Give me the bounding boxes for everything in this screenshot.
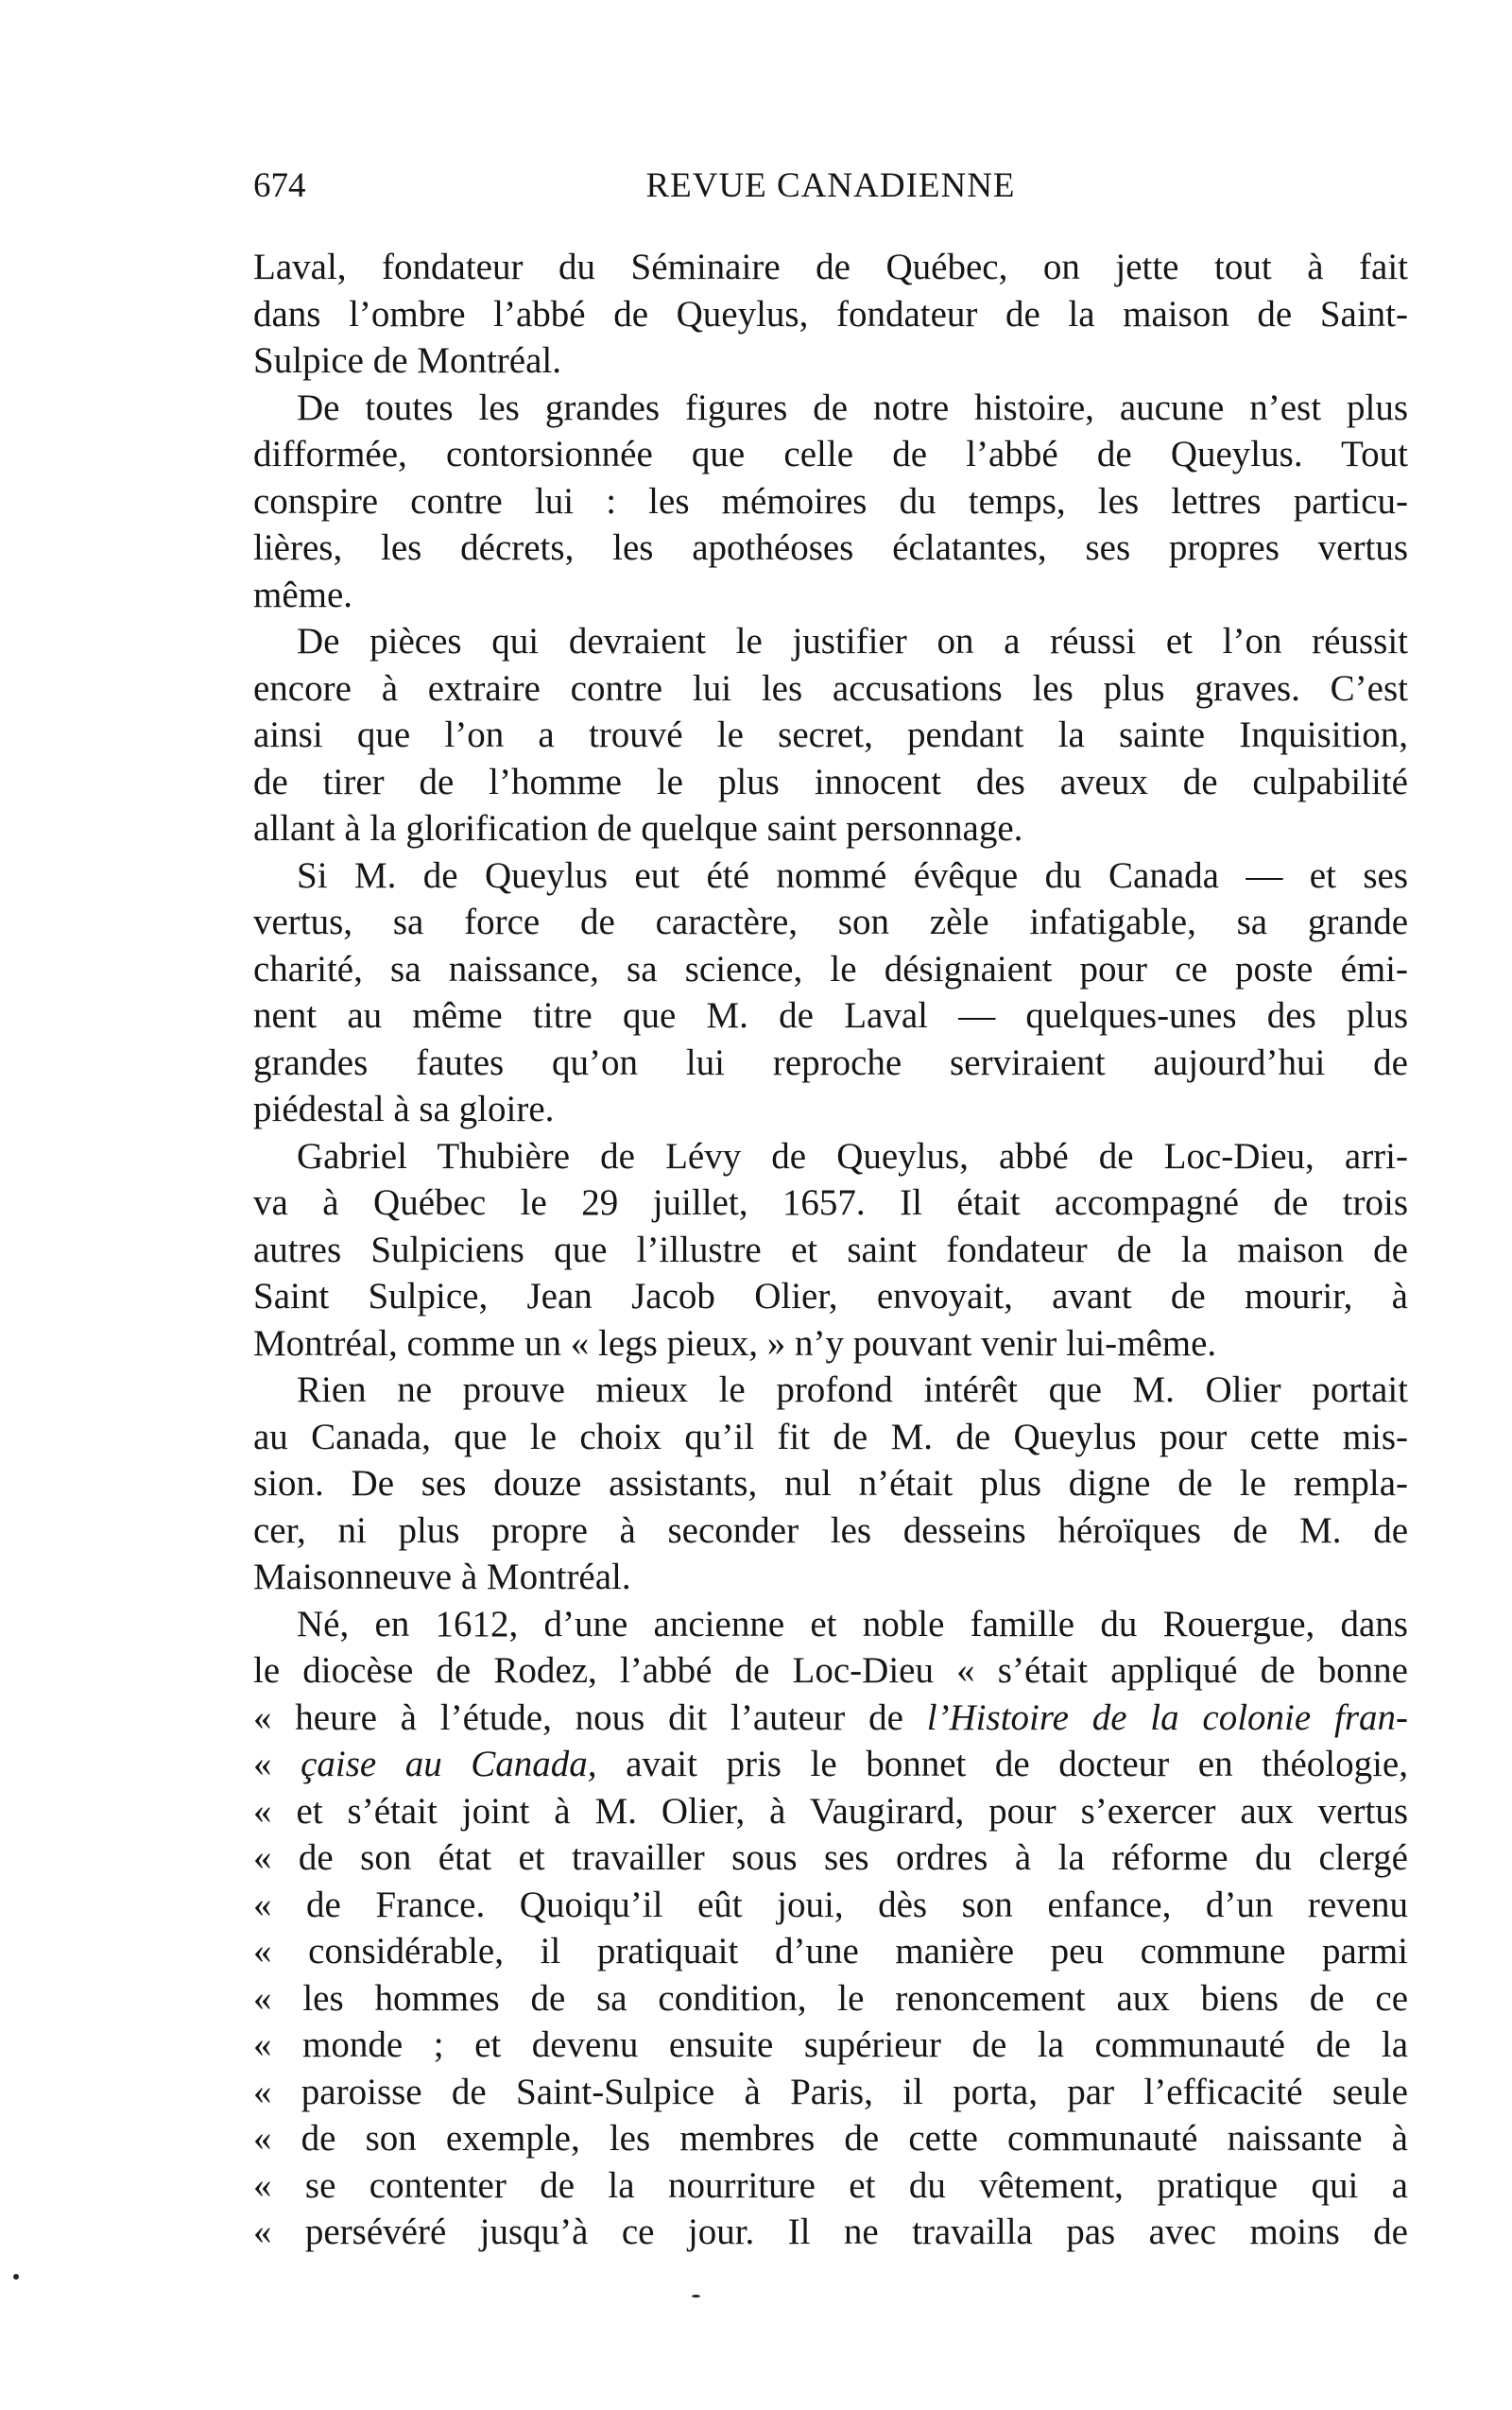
text-line: De toutes les grandes figures de notre histoire, aucune n’est plus — [297, 387, 1408, 428]
text-line: Sulpice de Montréal. — [253, 340, 561, 381]
text-line: Né, en 1612, d’une ancienne et noble famille du Rouergue, dans — [297, 1603, 1408, 1644]
text-line: le diocèse de Rodez, l’abbé de Loc-Dieu « s’était appliqué de bonne — [253, 1650, 1408, 1691]
text-line: « considérable, il pratiquait d’une manière peu commune parmi — [253, 1931, 1408, 1971]
text-line: De pièces qui devraient le justifier on a réussi et l’on réussit — [297, 621, 1408, 662]
text-line: même. — [253, 574, 353, 615]
page-number: 674 — [253, 166, 306, 205]
print-speck — [13, 2274, 19, 2280]
text-line — [253, 1741, 1408, 1788]
text-segment: « heure à l’étude, nous dit l’auteur de — [253, 1696, 927, 1738]
text-line — [253, 1695, 1408, 1742]
text-line: dans l’ombre l’abbé de Queylus, fondateur de la maison de Saint- — [253, 293, 1408, 335]
text-line: « de France. Quoiqu’il eût joui, dès son enfance, d’un revenu — [253, 1884, 1408, 1925]
italic-title: l’Histoire de la colonie fran- — [926, 1696, 1408, 1738]
text-line: Si M. de Queylus eut été nommé évêque du Canada — et ses — [297, 854, 1408, 896]
text-segment: « — [253, 1744, 301, 1784]
text-line: grandes fautes qu’on lui reproche serviraient aujourd’hui de — [253, 1041, 1408, 1083]
text-line: « monde ; et devenu ensuite supérieur de la communauté de la — [253, 2024, 1408, 2065]
text-line: Saint Sulpice, Jean Jacob Olier, envoyait, avant de mourir, à — [253, 1276, 1408, 1317]
text-line: ainsi que l’on a trouvé le secret, pendant la sainte Inquisition, — [253, 714, 1408, 755]
text-line: « et s’était joint à M. Olier, à Vaugirard, pour s’exercer aux vertus — [253, 1790, 1408, 1832]
text-line: encore à extraire contre lui les accusations les plus graves. C’est — [253, 667, 1408, 709]
text-line: Montréal, comme un « legs pieux, » n’y pouvant venir lui-même. — [253, 1322, 1217, 1364]
text-line: lières, les décrets, les apothéoses éclatantes, ses propres vertus — [253, 527, 1408, 568]
text-line: « paroisse de Saint-Sulpice à Paris, il porta, par l’efficacité seule — [253, 2071, 1408, 2112]
text-line: vertus, sa force de caractère, son zèle infatigable, sa grande — [253, 902, 1408, 942]
italic-title: çaise au Canada, — [301, 1744, 597, 1784]
text-line: « persévéré jusqu’à ce jour. Il ne travailla pas avec moins de — [253, 2212, 1408, 2252]
text-line: sion. De ses douze assistants, nul n’était plus digne de le rempla- — [253, 1463, 1408, 1504]
text-line: Maisonneuve à Montréal. — [253, 1557, 631, 1597]
text-line: « se contenter de la nourriture et du vêtement, pratique qui a — [253, 2164, 1408, 2206]
running-head — [253, 165, 1408, 213]
text-line: allant à la glorification de quelque saint personnage. — [253, 808, 1023, 849]
text-line: « de son état et travailler sous ses ordres à la réforme du clergé — [253, 1837, 1408, 1878]
print-speck — [692, 2295, 700, 2298]
text-line: difformée, contorsionnée que celle de l’abbé de Queylus. Tout — [253, 434, 1408, 474]
text-line: Gabriel Thubière de Lévy de Queylus, abbé de Loc-Dieu, arri- — [297, 1135, 1408, 1177]
text-line: cer, ni plus propre à seconder les desseins héroïques de M. de — [253, 1509, 1408, 1551]
text-line: Rien ne prouve mieux le profond intérêt que M. Olier portait — [297, 1369, 1408, 1410]
text-line: Laval, fondateur du Séminaire de Québec, on jette tout à fait — [253, 247, 1408, 287]
text-segment: avait pris le bonnet de docteur en théologie, — [596, 1744, 1408, 1784]
text-line: conspire contre lui : les mémoires du temps, les lettres particu- — [253, 480, 1408, 522]
body-text — [253, 244, 1408, 2256]
text-line: au Canada, que le choix qu’il fit de M. de Queylus pour cette mis- — [253, 1416, 1408, 1457]
text-line: « de son exemple, les membres de cette communauté naissante à — [253, 2118, 1408, 2159]
text-line: charité, sa naissance, sa science, le désignaient pour ce poste émi- — [253, 948, 1408, 990]
journal-title: REVUE CANADIENNE — [645, 166, 1016, 205]
text-line: autres Sulpiciens que l’illustre et saint fondateur de la maison de — [253, 1229, 1408, 1270]
text-line: va à Québec le 29 juillet, 1657. Il était accompagné de trois — [253, 1182, 1408, 1223]
text-line: piédestal à sa gloire. — [253, 1089, 555, 1129]
text-line: nent au même titre que M. de Laval — quelques-unes des plus — [253, 995, 1408, 1036]
text-line: « les hommes de sa condition, le renoncement aux biens de ce — [253, 1977, 1408, 2019]
text-line: de tirer de l’homme le plus innocent des aveux de culpabilité — [253, 761, 1408, 802]
